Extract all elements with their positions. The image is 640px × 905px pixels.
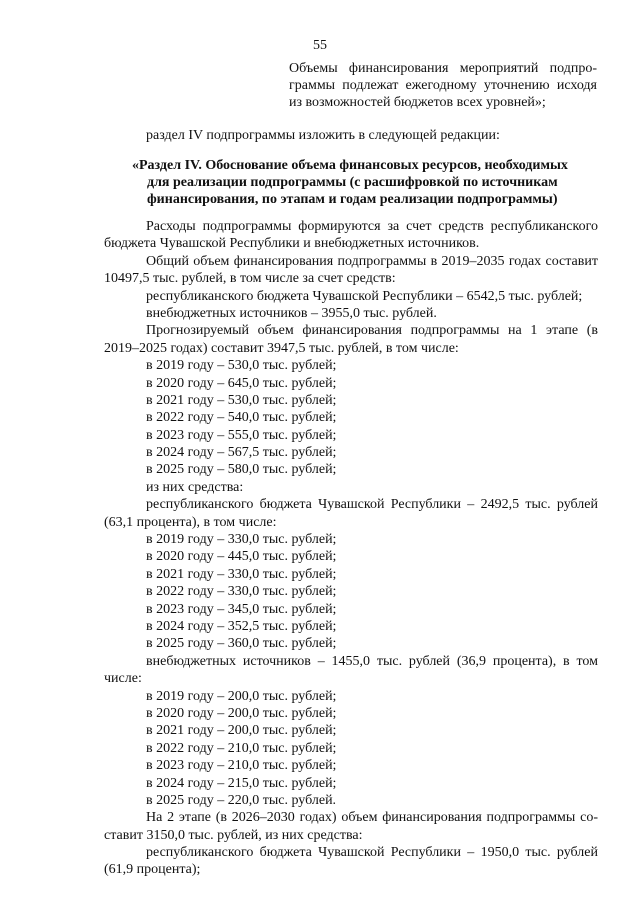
text-line: в 2023 году – 210,0 тыс. рублей; (146, 758, 337, 774)
text-line: республиканского бюджета Чувашской Республики – 1950,0 тыс. рублей (146, 845, 598, 861)
quoted-text-tail (289, 60, 597, 112)
text-line: в 2024 году – 567,5 тыс. рублей; (146, 445, 337, 461)
text-line: в 2023 году – 345,0 тыс. рублей; (146, 601, 337, 617)
text-line: в 2019 году – 530,0 тыс. рублей; (146, 358, 337, 374)
text-line: ставит 3150,0 тыс. рублей, из них средства: (104, 827, 363, 843)
text-line: в 2025 году – 360,0 тыс. рублей; (146, 636, 337, 652)
text-line: в 2022 году – 330,0 тыс. рублей; (146, 584, 337, 600)
text-line: (63,1 процента), в том числе: (104, 514, 277, 530)
text-line: 2019–2025 годах) составит 3947,5 тыс. рублей, в том числе: (104, 340, 459, 356)
text-line: в 2021 году – 530,0 тыс. рублей; (146, 392, 337, 408)
text-line: республиканского бюджета Чувашской Республики – 6542,5 тыс. рублей; (146, 288, 583, 304)
heading-line: для реализации подпрограммы (с расшифровкой по источникам (147, 175, 558, 190)
text-line: числе: (104, 671, 142, 687)
text-line: из них средства: (146, 479, 244, 495)
text-line: в 2020 году – 200,0 тыс. рублей; (146, 705, 337, 721)
text-line: в 2019 году – 200,0 тыс. рублей; (146, 688, 337, 704)
text-line: в 2024 году – 352,5 тыс. рублей; (146, 618, 337, 634)
text-line: в 2020 году – 445,0 тыс. рублей; (146, 549, 337, 565)
text-line: На 2 этапе (в 2026–2030 годах) объем финансирования подпрограммы со- (146, 810, 598, 826)
text-line: в 2022 году – 540,0 тыс. рублей; (146, 410, 337, 426)
text-line: в 2021 году – 330,0 тыс. рублей; (146, 566, 337, 582)
text-line: Прогнозируемый объем финансирования подпрограммы на 1 этапе (в (146, 323, 598, 339)
text-line: 10497,5 тыс. рублей, в том числе за счет средств: (104, 271, 396, 287)
text-line: в 2020 году – 645,0 тыс. рублей; (146, 375, 337, 391)
body-text (104, 218, 598, 879)
text-line: в 2025 году – 220,0 тыс. рублей. (146, 792, 337, 808)
text-line: в 2024 году – 215,0 тыс. рублей; (146, 775, 337, 791)
text-line: республиканского бюджета Чувашской Республики – 2492,5 тыс. рублей (146, 497, 598, 513)
text-line: Объемы финансирования мероприятий подпро- (289, 61, 597, 76)
heading-line: «Раздел IV. Обоснование объема финансовых ресурсов, необходимых (132, 158, 568, 173)
text-line: бюджета Чувашской Республики и внебюджетных источников. (104, 236, 480, 252)
text-line: (61,9 процента); (104, 862, 201, 878)
page-number: 55 (313, 38, 327, 53)
text-line: из возможностей бюджетов всех уровней»; (289, 95, 546, 111)
heading-line: финансирования, по этапам и годам реализации подпрограммы) (147, 192, 558, 207)
text-line: внебюджетных источников – 1455,0 тыс. рублей (36,9 процента), в том (146, 653, 598, 669)
text-line: в 2025 году – 580,0 тыс. рублей; (146, 462, 337, 478)
text-line: Расходы подпрограммы формируются за счет средств республиканского (146, 219, 598, 234)
text-line: в 2019 году – 330,0 тыс. рублей; (146, 532, 337, 548)
text-line: внебюджетных источников – 3955,0 тыс. рублей. (146, 305, 437, 321)
text-line: в 2022 году – 210,0 тыс. рублей; (146, 740, 337, 756)
text-line: в 2021 году – 200,0 тыс. рублей; (146, 723, 337, 739)
intro-paragraph: раздел IV подпрограммы изложить в следующей редакции: (146, 128, 500, 143)
text-line: граммы подлежат ежегодному уточнению исходя (289, 78, 597, 94)
text-line: Общий объем финансирования подпрограммы в 2019–2035 годах составит (146, 253, 598, 269)
section-heading (132, 157, 602, 208)
text-line: в 2023 году – 555,0 тыс. рублей; (146, 427, 337, 443)
